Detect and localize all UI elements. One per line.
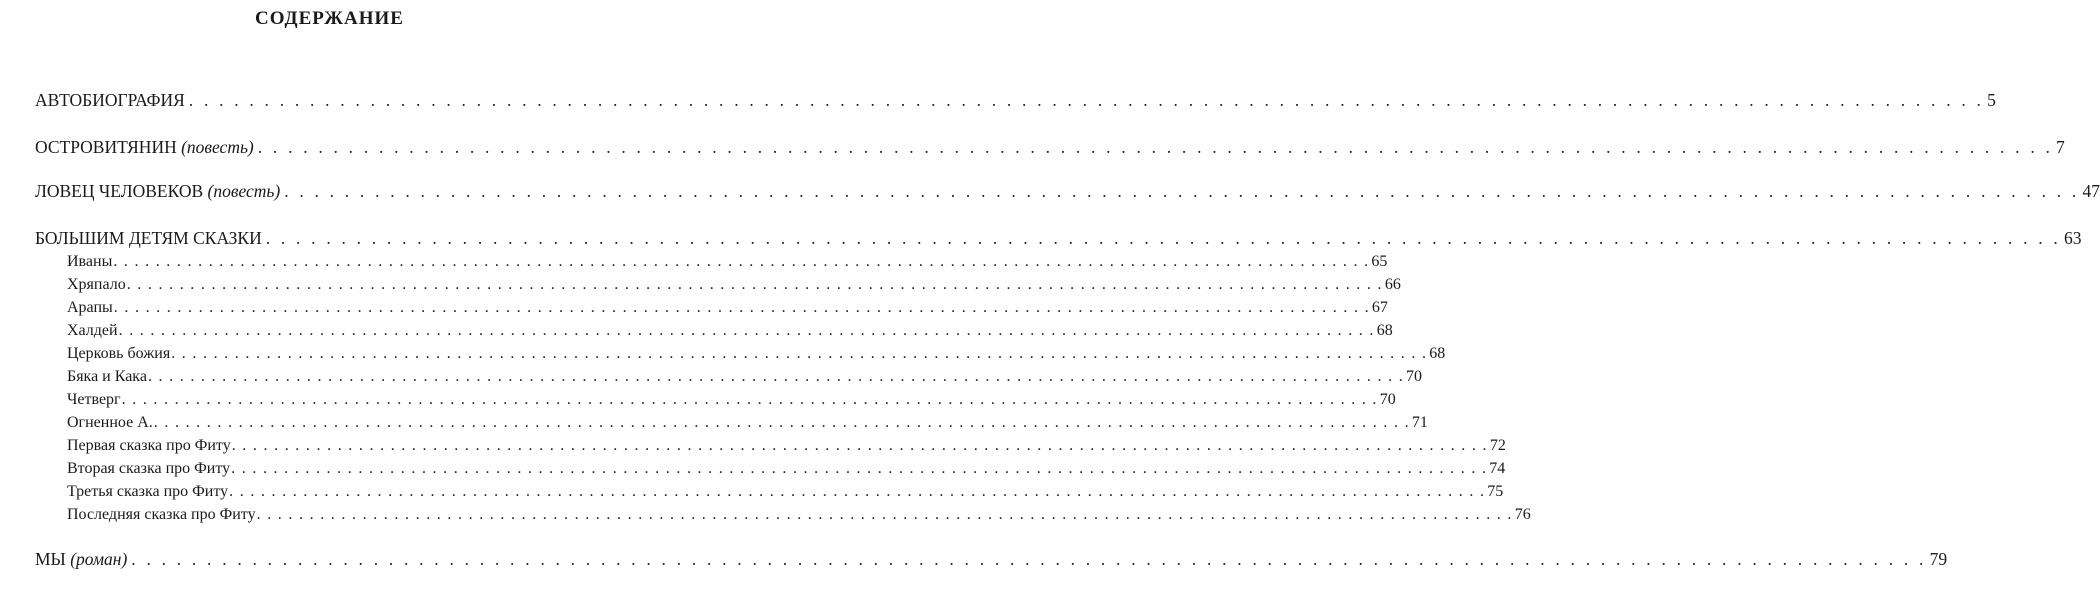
dot-leader: . . . . . . . . . . . . . . . . . . . . . . . . . . . . . . . . . . . . . . . . . . . . . . . . . . . . . . . . . . . . . . . . . . . . . . . . . . . . . . . . . . . . . . . . . . . . . . . . . . . . . . . . . . . . . . . . . . . . . . .: [171, 345, 1428, 362]
page-number: 65: [1371, 253, 1388, 270]
page-number: 47: [2082, 181, 2100, 201]
toc-subentry-label: Хряпало: [67, 276, 126, 293]
dot-leader: . . . . . . . . . . . . . . . . . . . . . . . . . . . . . . . . . . . . . . . . . . . . . . . . . . . . . . . . . . . . . . . . . . . . . . . . . . . . . . . . . . . . . . . . . . . . . . . . . . . . . . . . . . . . . . . . . . . . . . .: [113, 253, 1370, 270]
toc-entry-bolshim-detyam-skazki[interactable]: [35, 228, 2082, 249]
page-number: 66: [1384, 276, 1401, 293]
toc-subentry[interactable]: [67, 414, 1428, 432]
toc-entry-label: ЛОВЕЦ ЧЕЛОВЕКОВ (повесть): [35, 181, 281, 201]
toc-entry-label: БОЛЬШИМ ДЕТЯМ СКАЗКИ: [35, 228, 262, 248]
toc-subentry-label: Халдей: [67, 322, 118, 339]
toc-subentry-label: Иваны: [67, 253, 113, 270]
toc-entry-ostrovityanin[interactable]: [35, 137, 2065, 158]
toc-subentry[interactable]: [67, 437, 1506, 455]
page-number: 5: [1987, 90, 1996, 110]
page-number: 67: [1371, 299, 1388, 316]
dot-leader: . . . . . . . . . . . . . . . . . . . . . . . . . . . . . . . . . . . . . . . . . . . . . . . . . . . . . . . . . . . . . . . . . . . . . . . . . . . . . . . . . . . . . . . . . . . . . . . . . . . . . . . . . . . . . . . . . . . . . . .: [229, 483, 1486, 500]
page-number: 75: [1487, 483, 1504, 500]
toc-subentry-label: Арапы: [67, 299, 113, 316]
dot-leader: . . . . . . . . . . . . . . . . . . . . . . . . . . . . . . . . . . . . . . . . . . . . . . . . . . . . . . . . . . . . . . . . . . . . . . . . . . . . . . . . . . . . . . . . . . . . . . . . . . . . . . . . . . . . . . . . . . . . . . .: [231, 460, 1488, 477]
dot-leader: . . . . . . . . . . . . . . . . . . . . . . . . . . . . . . . . . . . . . . . . . . . . . . . . . . . . . . . . . . . . . . . . . . . . . . . . . . . . . . . . . . . . . . . . . . . . . . . . . . . . . . . . . . . . . . . . . . . . . . .: [121, 391, 1378, 408]
toc-entry-autobiography[interactable]: [35, 90, 1996, 111]
toc-subentry[interactable]: [67, 345, 1446, 363]
toc-subentry[interactable]: [67, 299, 1388, 317]
page-number: 74: [1489, 460, 1506, 477]
toc-subentry-label: Огненное А.: [67, 414, 153, 431]
page-title: СОДЕРЖАНИЕ: [255, 8, 404, 29]
toc-subentry-label: Первая сказка про Фиту: [67, 437, 231, 454]
page-number: 68: [1429, 345, 1446, 362]
toc-subentry-label: Последняя сказка про Фиту: [67, 506, 256, 523]
page-number: 63: [2064, 228, 2082, 248]
dot-leader: . . . . . . . . . . . . . . . . . . . . . . . . . . . . . . . . . . . . . . . . . . . . . . . . . . . . . . . . . . . . . . . . . . . . . . . . . . . . . . . . . . . . . . . . . . . . . . . . . . . . . . . . . . . . . . . . . . . . . . .: [257, 137, 2054, 157]
genre-label: (роман): [70, 549, 128, 569]
toc-subentry[interactable]: [67, 322, 1393, 340]
dot-leader: . . . . . . . . . . . . . . . . . . . . . . . . . . . . . . . . . . . . . . . . . . . . . . . . . . . . . . . . . . . . . . . . . . . . . . . . . . . . . . . . . . . . . . . . . . . . . . . . . . . . . . . . . . . . . . . . . . . . . . .: [284, 181, 2080, 201]
page-number: 68: [1376, 322, 1393, 339]
toc-subentry-label: Бяка и Кака: [67, 368, 147, 385]
page-number: 70: [1379, 391, 1396, 408]
page-number: 7: [2056, 137, 2065, 157]
toc-entry-my[interactable]: [35, 549, 1948, 570]
page-number: 79: [1929, 549, 1948, 569]
dot-leader: . . . . . . . . . . . . . . . . . . . . . . . . . . . . . . . . . . . . . . . . . . . . . . . . . . . . . . . . . . . . . . . . . . . . . . . . . . . . . . . . . . . . . . . . . . . . . . . . . . . . . . . . . . . . . . . . . . . . . . .: [147, 368, 1405, 385]
toc-subentry-label: Вторая сказка про Фиту: [67, 460, 231, 477]
dot-leader: . . . . . . . . . . . . . . . . . . . . . . . . . . . . . . . . . . . . . . . . . . . . . . . . . . . . . . . . . . . . . . . . . . . . . . . . . . . . . . . . . . . . . . . . . . . . . . . . . . . . . . . . . . . . . . . . . . . . . . .: [256, 506, 1513, 523]
genre-label: (повесть): [181, 137, 254, 157]
toc-entry-lovets-chelovekov[interactable]: [35, 181, 2100, 202]
dot-leader: . . . . . . . . . . . . . . . . . . . . . . . . . . . . . . . . . . . . . . . . . . . . . . . . . . . . . . . . . . . . . . . . . . . . . . . . . . . . . . . . . . . . . . . . . . . . . . . . . . . . . . . . . . . . . . . . . . . . . . .: [126, 276, 1383, 293]
toc-subentry[interactable]: [67, 460, 1506, 478]
page-number: 71: [1411, 414, 1428, 431]
toc-subentry[interactable]: [67, 368, 1423, 386]
dot-leader: . . . . . . . . . . . . . . . . . . . . . . . . . . . . . . . . . . . . . . . . . . . . . . . . . . . . . . . . . . . . . . . . . . . . . . . . . . . . . . . . . . . . . . . . . . . . . . . . . . . . . . . . . . . . . . . . . . . . . . .: [265, 228, 2062, 248]
page-number: 72: [1489, 437, 1506, 454]
dot-leader: . . . . . . . . . . . . . . . . . . . . . . . . . . . . . . . . . . . . . . . . . . . . . . . . . . . . . . . . . . . . . . . . . . . . . . . . . . . . . . . . . . . . . . . . . . . . . . . . . . . . . . . . . . . . . . . . . . . . . . .: [153, 414, 1410, 431]
genre-label: (повесть): [207, 181, 281, 201]
page-number: 76: [1514, 506, 1531, 523]
dot-leader: . . . . . . . . . . . . . . . . . . . . . . . . . . . . . . . . . . . . . . . . . . . . . . . . . . . . . . . . . . . . . . . . . . . . . . . . . . . . . . . . . . . . . . . . . . . . . . . . . . . . . . . . . . . . . . . . . . . . . . .: [113, 299, 1370, 316]
dot-leader: . . . . . . . . . . . . . . . . . . . . . . . . . . . . . . . . . . . . . . . . . . . . . . . . . . . . . . . . . . . . . . . . . . . . . . . . . . . . . . . . . . . . . . . . . . . . . . . . . . . . . . . . . . . . . . . . . . . . . . .: [131, 549, 1927, 569]
toc-subentry[interactable]: [67, 253, 1388, 271]
toc-subentry[interactable]: [67, 276, 1401, 294]
toc-subentry[interactable]: [67, 483, 1504, 501]
dot-leader: . . . . . . . . . . . . . . . . . . . . . . . . . . . . . . . . . . . . . . . . . . . . . . . . . . . . . . . . . . . . . . . . . . . . . . . . . . . . . . . . . . . . . . . . . . . . . . . . . . . . . . . . . . . . . . . . . . . . . . .: [231, 437, 1488, 454]
dot-leader: . . . . . . . . . . . . . . . . . . . . . . . . . . . . . . . . . . . . . . . . . . . . . . . . . . . . . . . . . . . . . . . . . . . . . . . . . . . . . . . . . . . . . . . . . . . . . . . . . . . . . . . . . . . . . . . . . . . . . . .: [188, 90, 1985, 110]
toc-subentry-label: Третья сказка про Фиту: [67, 483, 229, 500]
toc-subentry-label: Церковь божия: [67, 345, 171, 362]
toc-subentry[interactable]: [67, 391, 1396, 409]
toc-entry-label: ОСТРОВИТЯНИН (повесть): [35, 137, 254, 157]
toc-subentry[interactable]: [67, 506, 1531, 524]
toc-entry-label: МЫ (роман): [35, 549, 128, 569]
toc-subentry-label: Четверг: [67, 391, 121, 408]
page-number: 70: [1406, 368, 1423, 385]
toc-entry-label: АВТОБИОГРАФИЯ: [35, 90, 185, 110]
dot-leader: . . . . . . . . . . . . . . . . . . . . . . . . . . . . . . . . . . . . . . . . . . . . . . . . . . . . . . . . . . . . . . . . . . . . . . . . . . . . . . . . . . . . . . . . . . . . . . . . . . . . . . . . . . . . . . . . . . . . . . .: [118, 322, 1375, 339]
